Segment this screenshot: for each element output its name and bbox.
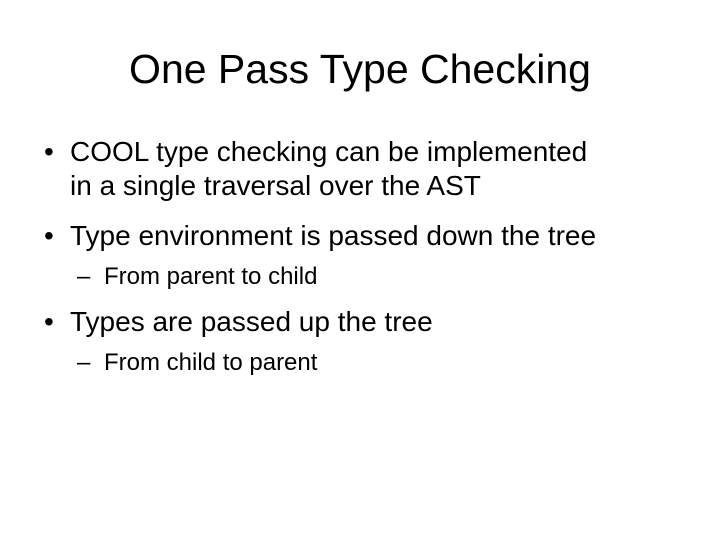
bullet-marker: •	[44, 306, 54, 337]
bullet-line: Type environment is passed down the tree	[70, 220, 597, 251]
bullet-text	[70, 305, 433, 339]
bullet-marker: •	[44, 220, 54, 251]
slide-title: One Pass Type Checking	[129, 46, 591, 92]
bullet-text	[70, 135, 587, 203]
bullet-item-2	[44, 219, 704, 253]
sub-bullet-item-1	[77, 263, 677, 291]
bullet-line: COOL type checking can be implemented	[70, 136, 588, 167]
bullet-line: in a single traversal over the AST	[70, 170, 481, 201]
sub-bullet-marker: –	[77, 349, 91, 376]
bullet-text	[70, 219, 596, 253]
sub-bullet-item-2	[77, 349, 677, 377]
sub-bullet-text: From parent to child	[104, 263, 318, 290]
sub-bullet-marker: –	[77, 263, 91, 290]
sub-bullet-text: From child to parent	[104, 349, 318, 376]
bullet-marker: •	[44, 136, 54, 167]
bullet-line: Types are passed up the tree	[70, 306, 433, 337]
bullet-item-1	[44, 135, 704, 203]
bullet-item-3	[44, 305, 704, 339]
